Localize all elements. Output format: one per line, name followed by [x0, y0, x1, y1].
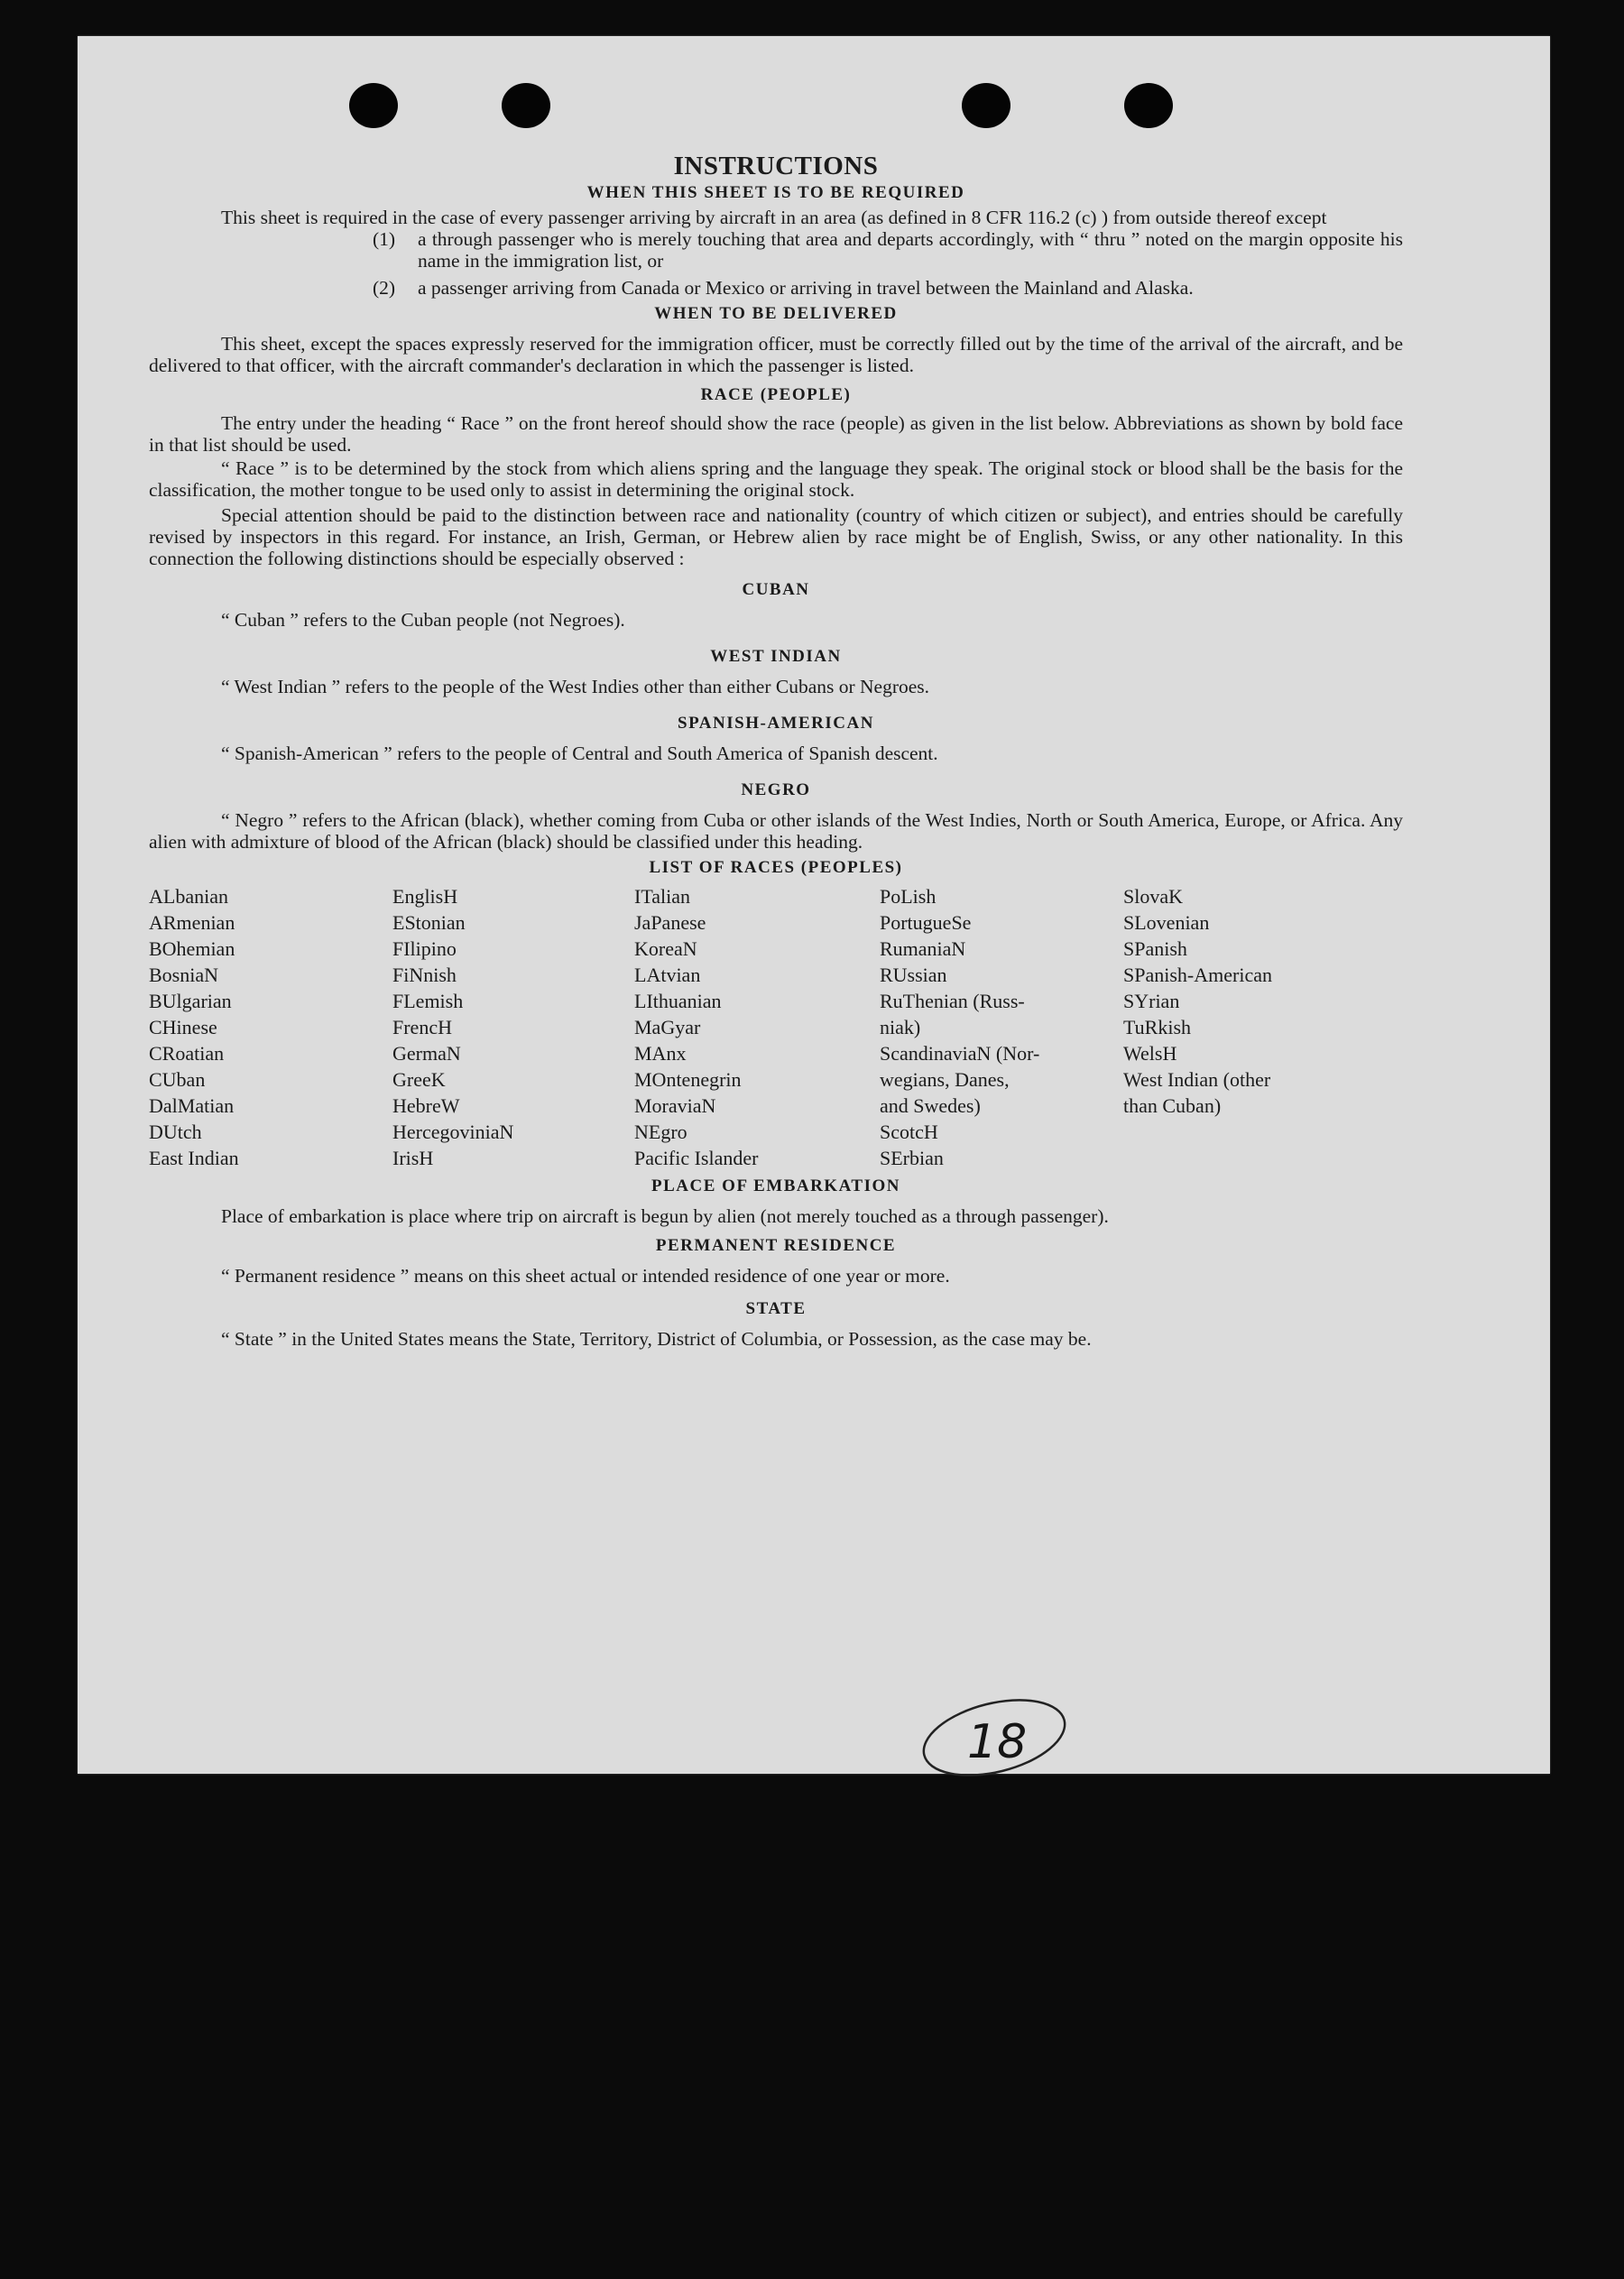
race-entry: Pacific Islander [634, 1147, 759, 1169]
section-heading-embarkation: PLACE OF EMBARKATION [651, 1176, 900, 1195]
races-column [1123, 883, 1367, 1171]
race-entry: MaGyar [634, 1016, 701, 1038]
punch-hole [1124, 83, 1173, 128]
handwritten-page-number [915, 1687, 1068, 1781]
item-text: a through passenger who is merely touching that area and departs accordingly, with “ thru ” noted on the margin opposite his name in the immigration list, or [418, 228, 1403, 272]
race-entry: NEgro [634, 1121, 687, 1143]
race-entry: ARmenian [149, 911, 235, 934]
race-entry: PoLish [880, 885, 937, 908]
list-of-races-heading: LIST OF RACES (PEOPLES) [649, 858, 903, 877]
race-entry: CHinese [149, 1016, 217, 1038]
punch-hole [349, 83, 398, 128]
item-number: (1) [373, 228, 396, 250]
punch-hole [962, 83, 1010, 128]
page-number-text: 18 [967, 1715, 1028, 1769]
spanish-american-text: “ Spanish-American ” refers to the people of Central and South America of Spanish descent. [221, 743, 938, 764]
race-entry: SlovaK [1123, 885, 1183, 908]
races-column [149, 883, 392, 1171]
race-entry: GreeK [392, 1068, 446, 1091]
race-entry: DUtch [149, 1121, 202, 1143]
page-title: INSTRUCTIONS [673, 152, 879, 180]
race-entry: HebreW [392, 1094, 460, 1117]
race-entry: West Indian (other than Cuban) [1123, 1068, 1271, 1117]
race-entry: TuRkish [1123, 1016, 1192, 1038]
section-heading-when-delivered: WHEN TO BE DELIVERED [654, 304, 898, 323]
race-entry: ALbanian [149, 885, 228, 908]
list-item [373, 228, 1403, 272]
section-heading-negro: NEGRO [741, 780, 811, 799]
when-required-intro: This sheet is required in the case of every passenger arriving by aircraft in an area (as defined in 8 CFR 116.2 (c) ) from outside thereof except [221, 207, 1327, 228]
races-column [392, 883, 634, 1171]
item-number: (2) [373, 277, 396, 299]
race-entry: KoreaN [634, 937, 697, 960]
race-entry: WelsH [1123, 1042, 1177, 1065]
race-entry: SYrian [1123, 990, 1180, 1012]
race-entry: SPanish [1123, 937, 1187, 960]
race-entry: PortugueSe [880, 911, 972, 934]
races-column [634, 883, 880, 1171]
race-entry: LIthuanian [634, 990, 722, 1012]
race-entry: MAnx [634, 1042, 687, 1065]
race-entry: ITalian [634, 885, 690, 908]
list-item [373, 277, 1403, 299]
instructions-content [149, 152, 1403, 1350]
section-heading-race: RACE (PEOPLE) [700, 385, 852, 404]
race-entry: GermaN [392, 1042, 461, 1065]
race-entry: ScandinaviaN (Nor- wegians, Danes, and Swedes) [880, 1042, 1040, 1117]
race-entry: FIlipino [392, 937, 457, 960]
race-entry: RumaniaN [880, 937, 966, 960]
race-entry: CUban [149, 1068, 206, 1091]
race-entry: RUssian [880, 964, 947, 986]
race-entry: FiNnish [392, 964, 457, 986]
race-entry: FLemish [392, 990, 464, 1012]
race-entry: EnglisH [392, 885, 458, 908]
race-entry: LAtvian [634, 964, 701, 986]
race-entry: SLovenian [1123, 911, 1210, 934]
race-paragraph-3: Special attention should be paid to the distinction between race and nationality (country of which citizen or subject), and entries should be carefully revised by inspectors in this regard. For instance, an Irish, German, or Hebrew alien by race might be of English, Swiss, or any other nationality. In this connection the following distinctions should be especially observed : [149, 504, 1403, 569]
section-heading-cuban: CUBAN [742, 580, 810, 599]
race-entry: HercegoviniaN [392, 1121, 514, 1143]
races-list [149, 883, 1403, 1171]
item-text: a passenger arriving from Canada or Mexico or arriving in travel between the Mainland and Alaska. [418, 277, 1194, 299]
race-entry: EStonian [392, 911, 466, 934]
section-heading-west-indian: WEST INDIAN [710, 647, 842, 666]
race-paragraph-2: “ Race ” is to be determined by the stock from which aliens spring and the language they speak. The original stock or blood shall be the basis for the classification, the mother tongue to be used only to assist in determining the original stock. [149, 457, 1403, 501]
race-entry: SPanish-American [1123, 964, 1272, 986]
race-entry: SErbian [880, 1147, 944, 1169]
west-indian-text: “ West Indian ” refers to the people of the West Indies other than either Cubans or Negroes. [221, 676, 930, 697]
race-entry: BOhemian [149, 937, 235, 960]
section-heading-state: STATE [745, 1299, 807, 1318]
race-entry: East Indian [149, 1147, 239, 1169]
race-entry: CRoatian [149, 1042, 225, 1065]
embarkation-text: Place of embarkation is place where trip on aircraft is begun by alien (not merely touched as a through passenger). [221, 1205, 1109, 1227]
section-heading-residence: PERMANENT RESIDENCE [655, 1236, 897, 1255]
race-entry: BUlgarian [149, 990, 232, 1012]
state-text: “ State ” in the United States means the State, Territory, District of Columbia, or Possession, as the case may be. [221, 1328, 1092, 1350]
punch-hole [502, 83, 550, 128]
race-entry: DalMatian [149, 1094, 235, 1117]
race-entry: RuThenian (Russ- niak) [880, 990, 1025, 1038]
race-entry: JaPanese [634, 911, 706, 934]
race-entry: ScotcH [880, 1121, 938, 1143]
section-heading-when-required: WHEN THIS SHEET IS TO BE REQUIRED [586, 183, 965, 202]
when-delivered-text: This sheet, except the spaces expressly reserved for the immigration officer, must be correctly filled out by the time of the arrival of the aircraft, and be delivered to that officer, with the aircraft commander's declaration in which the passenger is listed. [149, 333, 1403, 376]
cuban-text: “ Cuban ” refers to the Cuban people (not Negroes). [221, 609, 625, 631]
section-heading-spanish-american: SPANISH-AMERICAN [678, 714, 874, 733]
races-column [880, 883, 1123, 1171]
race-entry: BosniaN [149, 964, 218, 986]
negro-text: “ Negro ” refers to the African (black), whether coming from Cuba or other islands of the West Indies, North or South America, Europe, or Africa. Any alien with admixture of blood of the African (black) should be classified under this heading. [149, 809, 1403, 853]
race-paragraph-1: The entry under the heading “ Race ” on the front hereof should show the race (people) as given in the list below. Abbreviations as shown by bold face in that list should be used. [149, 412, 1403, 456]
race-entry: MOntenegrin [634, 1068, 742, 1091]
race-entry: IrisH [392, 1147, 434, 1169]
residence-text: “ Permanent residence ” means on this sheet actual or intended residence of one year or more. [221, 1265, 950, 1287]
race-entry: FrencH [392, 1016, 452, 1038]
race-entry: MoraviaN [634, 1094, 716, 1117]
